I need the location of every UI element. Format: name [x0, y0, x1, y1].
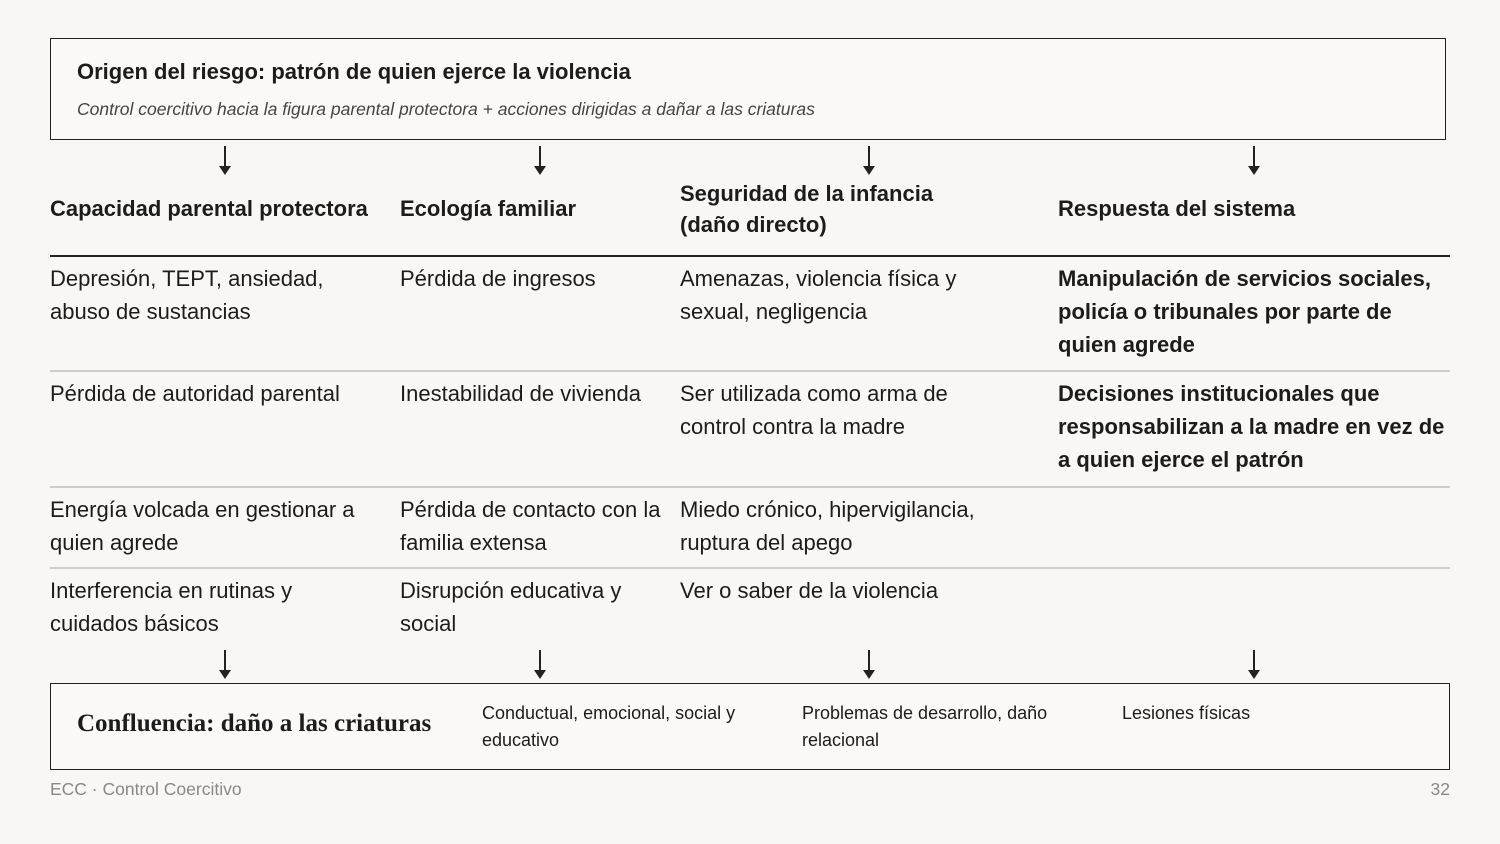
table-cell: Ser utilizada como arma de control contra la madre — [680, 381, 948, 439]
table-cell: Depresión, TEPT, ansiedad, abuso de sustancias — [50, 266, 324, 324]
table-cell: Ver o saber de la violencia — [680, 578, 939, 603]
arrow-down-icon — [534, 650, 546, 680]
arrow-down-icon — [219, 650, 231, 680]
arrow-down-icon — [1248, 650, 1260, 680]
table-cell: Decisiones institucionales que responsabilizan a la madre en vez de a quien ejerce el patrón — [1058, 381, 1445, 472]
table-cell: Inestabilidad de vivienda — [400, 381, 641, 406]
table-cell: Manipulación de servicios sociales, policía o tribunales por parte de quien agrede — [1058, 266, 1431, 357]
outcome-item: Conductual, emocional, social y educativo — [482, 703, 736, 750]
table-cell: Energía volcada en gestionar a quien agrede — [50, 497, 355, 555]
page-number: 32 — [1430, 779, 1450, 799]
arrow-down-icon — [863, 146, 875, 176]
outcome-item: Problemas de desarrollo, daño relacional — [802, 703, 1048, 750]
arrow-down-icon — [219, 146, 231, 176]
arrow-down-icon — [1248, 146, 1260, 176]
column-header-family-ecology: Ecología familiar — [400, 196, 577, 221]
footer-title: ECC · Control Coercitivo — [50, 779, 242, 799]
origin-title: Origen del riesgo: patrón de quien ejerce la violencia — [77, 59, 631, 84]
table-cell: Interferencia en rutinas y cuidados básicos — [50, 578, 293, 636]
header-divider — [50, 255, 1450, 257]
table-cell: Pérdida de ingresos — [400, 266, 596, 291]
table-cell: Amenazas, violencia física y sexual, negligencia — [680, 266, 957, 324]
origin-box — [50, 38, 1446, 140]
column-header-parental-capacity: Capacidad parental protectora — [50, 196, 368, 221]
table-cell: Disrupción educativa y social — [400, 578, 622, 636]
confluence-title: Confluencia: daño a las criaturas — [77, 710, 432, 737]
arrow-down-icon — [534, 146, 546, 176]
origin-subtitle: Control coercitivo hacia la figura parental protectora + acciones dirigidas a dañar a las criaturas — [77, 99, 815, 119]
table-cell: Pérdida de contacto con la familia extensa — [400, 497, 661, 555]
confluence-box — [50, 683, 1450, 770]
column-header-child-safety: Seguridad de la infancia (daño directo) — [680, 181, 934, 237]
table-cell: Pérdida de autoridad parental — [50, 381, 340, 406]
outcome-item: Lesiones físicas — [1122, 703, 1251, 723]
row-divider — [50, 370, 1450, 372]
row-divider — [50, 486, 1450, 488]
table-cell: Miedo crónico, hipervigilancia, ruptura del apego — [680, 497, 975, 555]
column-header-system-response: Respuesta del sistema — [1058, 196, 1296, 221]
row-divider — [50, 567, 1450, 569]
arrow-down-icon — [863, 650, 875, 680]
